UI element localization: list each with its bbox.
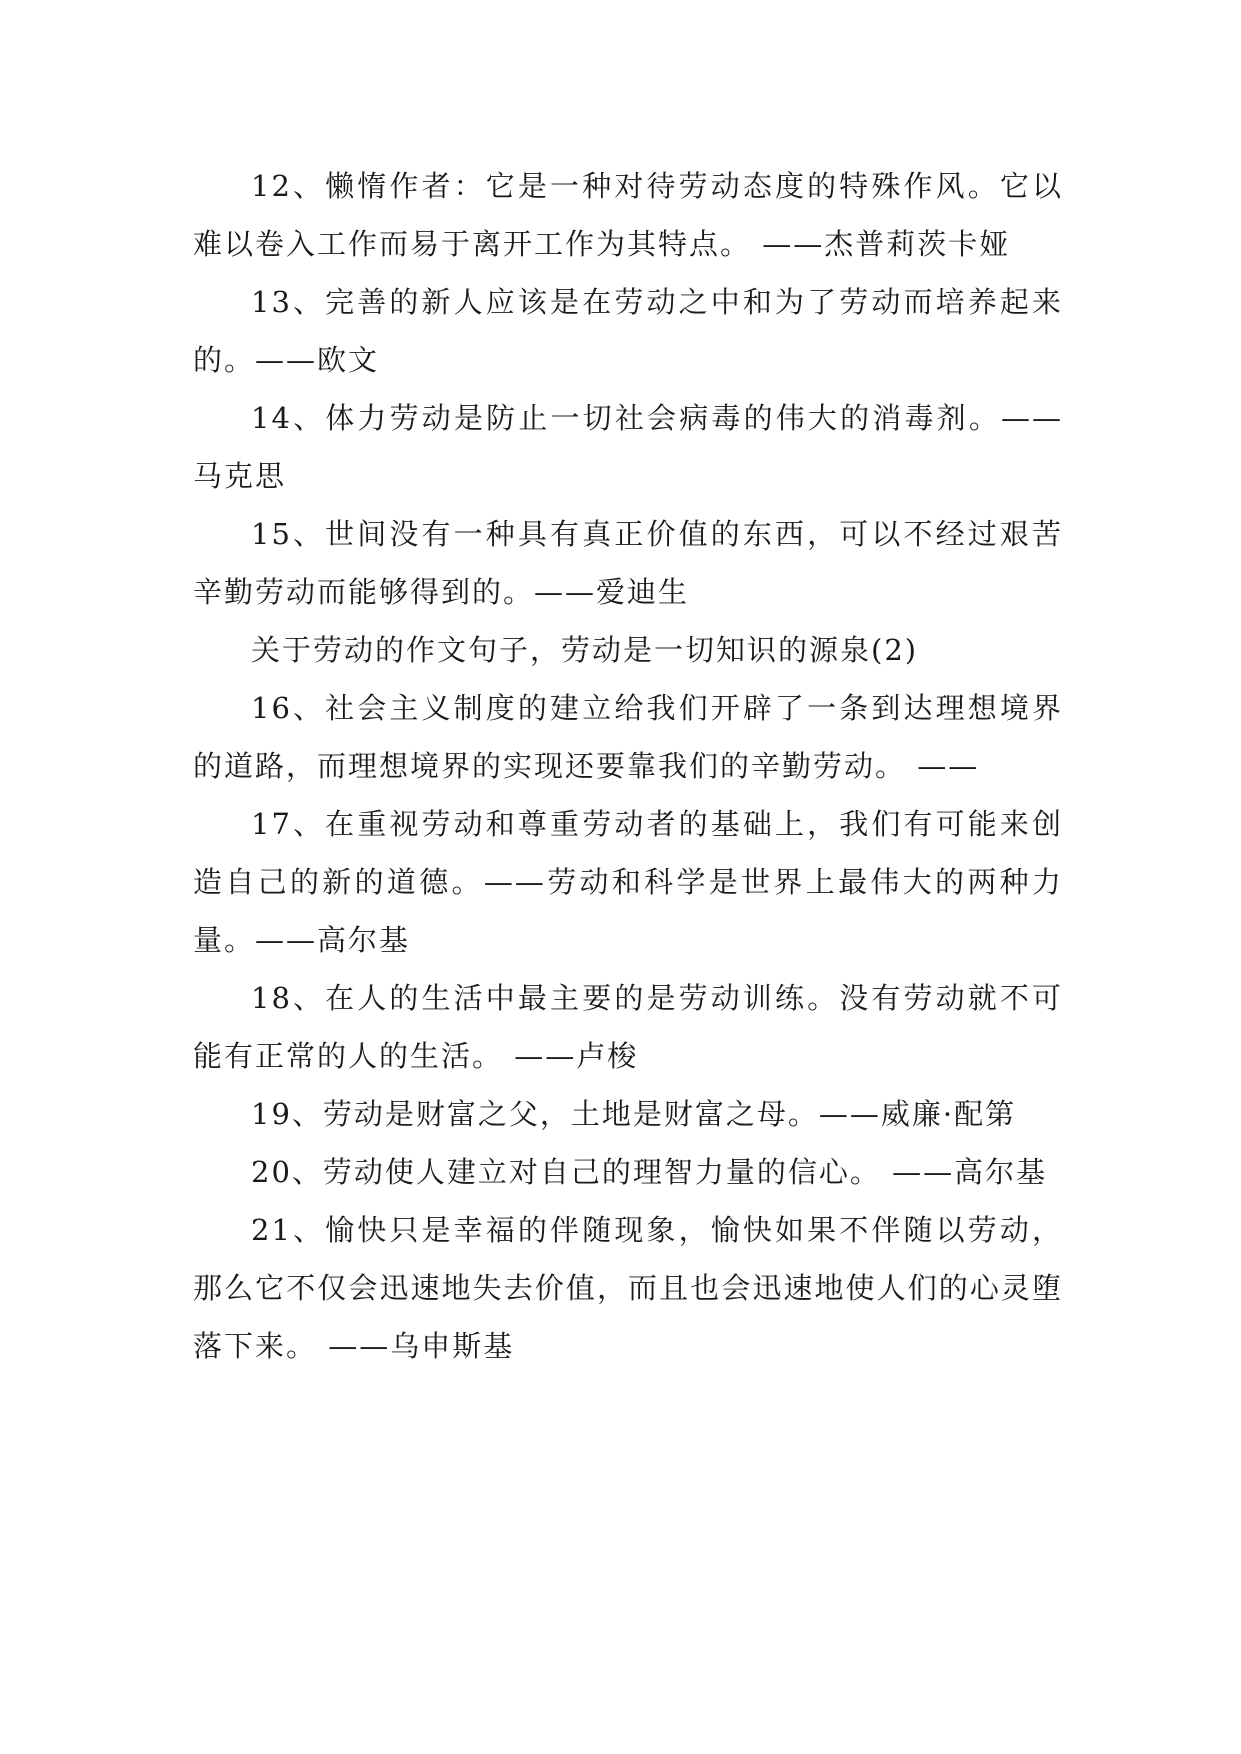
quote-paragraph-16: 16、社会主义制度的建立给我们开辟了一条到达理想境界的道路，而理想境界的实现还要靠我们的辛勤劳动。 —— xyxy=(193,691,1063,783)
quote-paragraph-18: 18、在人的生活中最主要的是劳动训练。没有劳动就不可能有正常的人的生活。 ——卢梭 xyxy=(193,981,1063,1073)
quote-paragraph-12: 12、懒惰作者：它是一种对待劳动态度的特殊作风。它以难以卷入工作而易于离开工作为其特点。 ——杰普莉茨卡娅 xyxy=(193,169,1063,261)
quote-paragraph-15: 15、世间没有一种具有真正价值的东西，可以不经过艰苦辛勤劳动而能够得到的。——爱迪生 xyxy=(193,517,1063,609)
section-heading: 关于劳动的作文句子，劳动是一切知识的源泉(2) xyxy=(251,633,919,667)
quote-paragraph-13: 13、完善的新人应该是在劳动之中和为了劳动而培养起来的。——欧文 xyxy=(193,285,1063,377)
quote-paragraph-17: 17、在重视劳动和尊重劳动者的基础上，我们有可能来创造自己的新的道德。——劳动和科学是世界上最伟大的两种力量。——高尔基 xyxy=(193,807,1063,957)
quote-paragraph-19: 19、劳动是财富之父，土地是财富之母。——威廉·配第 xyxy=(251,1097,1017,1131)
quote-paragraph-14: 14、体力劳动是防止一切社会病毒的伟大的消毒剂。——马克思 xyxy=(193,401,1063,493)
document-body xyxy=(193,157,1063,1375)
quote-paragraph-21: 21、愉快只是幸福的伴随现象，愉快如果不伴随以劳动，那么它不仅会迅速地失去价值，而且也会迅速地使人们的心灵堕落下来。 ——乌申斯基 xyxy=(193,1213,1063,1363)
quote-paragraph-20: 20、劳动使人建立对自己的理智力量的信心。 ——高尔基 xyxy=(251,1155,1048,1189)
